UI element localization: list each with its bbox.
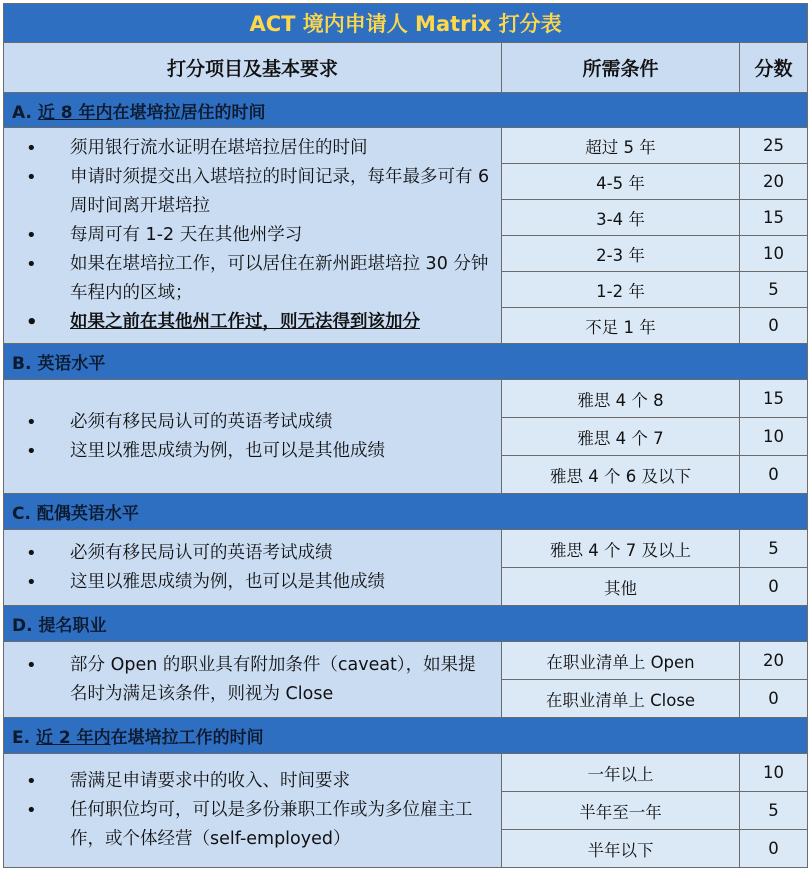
condition-cell: 4-5 年 [502,164,740,200]
score-cell: 0 [740,830,808,868]
condition-cell: 半年至一年 [502,792,740,830]
section-prefix: C. [12,504,37,524]
score-cell: 0 [740,308,808,344]
requirements-list [4,134,501,337]
section-prefix: D. [12,616,39,636]
condition-cell: 雅思 4 个 7 [502,418,740,456]
requirement-item: • 这里以雅思成绩为例，也可以是其他成绩 [22,437,491,466]
condition-cell: 不足 1 年 [502,308,740,344]
requirement-item: • 如果在堪培拉工作，可以居住在新州距堪培拉 30 分钟车程内的区域； [22,250,491,308]
score-cell: 5 [740,792,808,830]
condition-cell: 半年以下 [502,830,740,868]
requirement-item: • 需满足申请要求中的收入、时间要求 [22,767,491,796]
condition-cell: 雅思 4 个 6 及以下 [502,456,740,494]
matrix-scoring-table-wrapper [3,3,807,868]
title-row [4,4,808,43]
header-condition: 所需条件 [502,43,740,93]
section-heading-text: 配偶英语水平 [36,504,139,524]
requirements-cell [4,530,502,606]
section-heading-text: 在堪培拉工作的时间 [110,728,264,748]
score-cell: 10 [740,418,808,456]
matrix-scoring-table [3,3,808,868]
condition-cell: 雅思 4 个 7 及以上 [502,530,740,568]
section-prefix: A. [12,102,38,123]
requirements-cell [4,642,502,718]
score-cell: 15 [740,380,808,418]
section-heading-underlined: 近 2 年内 [36,728,111,748]
header-row [4,43,808,93]
table-title: ACT 境内申请人 Matrix 打分表 [4,4,808,43]
requirement-item: • 部分 Open 的职业具有附加条件（caveat），如果提名时为满足该条件，则视为 Close [22,651,491,709]
score-row [4,128,808,164]
requirement-item: • 任何职位均可，可以是多份兼职工作或为多位雇主工作，或个体经营（self-employed） [22,796,491,854]
header-score: 分数 [740,43,808,93]
section-heading [4,606,808,642]
score-cell: 10 [740,754,808,792]
requirements-list [4,539,501,597]
requirements-list [4,408,501,466]
requirement-item: • 这里以雅思成绩为例，也可以是其他成绩 [22,568,491,597]
section-heading [4,718,808,754]
section-heading [4,93,808,128]
condition-cell: 一年以上 [502,754,740,792]
section-heading-row [4,344,808,380]
score-cell: 10 [740,236,808,272]
score-row [4,380,808,418]
condition-cell: 雅思 4 个 8 [502,380,740,418]
score-cell: 20 [740,164,808,200]
score-row [4,530,808,568]
section-heading-text: 提名职业 [38,616,107,636]
section-heading [4,494,808,530]
section-heading-text: 在堪培拉居住的时间 [112,102,266,123]
score-cell: 15 [740,200,808,236]
requirement-item: • 必须有移民局认可的英语考试成绩 [22,408,491,437]
requirement-item: • 如果之前在其他州工作过，则无法得到该加分 [22,308,491,337]
score-cell: 20 [740,642,808,680]
requirements-cell [4,754,502,868]
condition-cell: 3-4 年 [502,200,740,236]
requirements-list [4,767,501,854]
section-heading-row [4,718,808,754]
requirement-item: • 必须有移民局认可的英语考试成绩 [22,539,491,568]
score-cell: 0 [740,680,808,718]
section-heading-row [4,494,808,530]
section-heading [4,344,808,380]
requirements-cell [4,128,502,344]
section-heading-row [4,606,808,642]
score-cell: 0 [740,568,808,606]
score-cell: 0 [740,456,808,494]
section-heading-underlined: 近 8 年内 [37,102,113,123]
header-item: 打分项目及基本要求 [4,43,502,93]
requirement-item: • 每周可有 1-2 天在其他州学习 [22,221,491,250]
requirement-item: • 申请时须提交出入堪培拉的时间记录，每年最多可有 6 周时间离开堪培拉 [22,163,491,221]
condition-cell: 在职业清单上 Close [502,680,740,718]
condition-cell: 在职业清单上 Open [502,642,740,680]
requirement-item: • 须用银行流水证明在堪培拉居住的时间 [22,134,491,163]
requirements-cell [4,380,502,494]
score-row [4,754,808,792]
section-heading-text: 英语水平 [37,354,106,374]
score-cell: 5 [740,272,808,308]
score-cell: 25 [740,128,808,164]
condition-cell: 其他 [502,568,740,606]
condition-cell: 1-2 年 [502,272,740,308]
score-cell: 5 [740,530,808,568]
requirements-list [4,651,501,709]
condition-cell: 超过 5 年 [502,128,740,164]
score-row [4,642,808,680]
section-heading-row [4,93,808,128]
section-prefix: B. [12,354,38,374]
section-prefix: E. [12,728,36,748]
condition-cell: 2-3 年 [502,236,740,272]
